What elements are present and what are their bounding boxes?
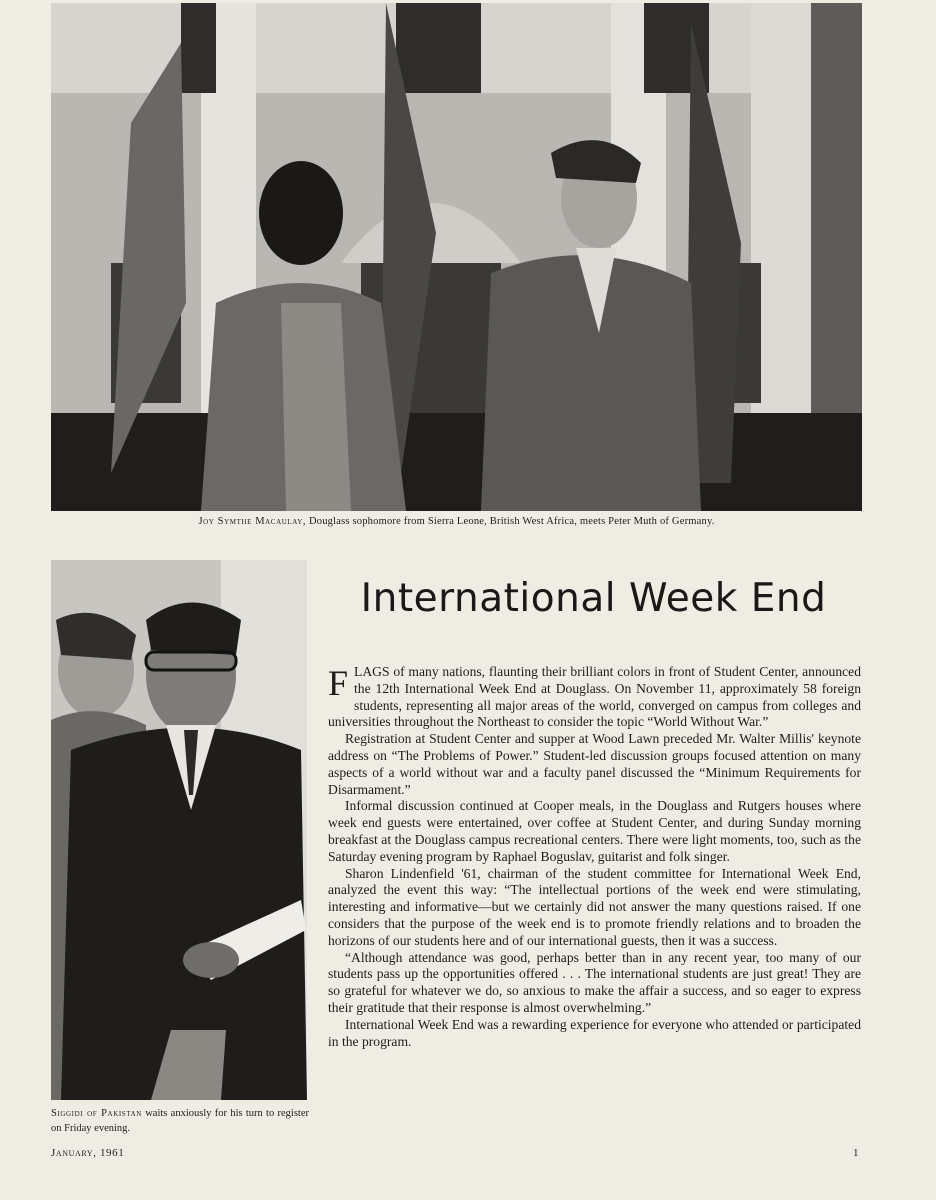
caption-text: waits anxiously for his turn to register on Friday evening. [51,1108,309,1134]
left-photo-caption [51,1106,309,1136]
left-photo [51,560,307,1100]
top-photo [51,3,862,511]
paragraph-text: LAGS of many nations, flaunting their brilliant colors in front of Student Center, announced the 12th International Week End at Douglass. On November 11, approximately 58 foreign students, representing all major areas of the world, converged on campus from colleges and universities throughout the Northeast to consider the topic “World Without War.” [328,664,861,730]
paragraph: Registration at Student Center and supper at Wood Lawn preceded Mr. Walter Millis' keynote address on “The Problems of Power.” Student-led discussion groups focused attention on many aspects of a world without war and a faculty panel discussed the “Minimum Requirements for Disarmament.” [328,731,861,797]
top-photo-caption [51,516,862,527]
caption-name: Joy Symthe Macaulay, [198,516,307,527]
paragraph: “Although attendance was good, perhaps better than in any recent year, too many of our students pass up the opportunities offered . . . The international students are just great! They are so grateful for whatever we do, so anxious to make the affair a success, and so eager to express their gratitude that their response is almost overwhelming.” [328,949,861,1015]
article-body [328,664,861,1050]
caption-text: Douglass sophomore from Sierra Leone, British West Africa, meets Peter Muth of Germany. [308,516,715,527]
caption-name: Siggidi of Pakistan [51,1108,142,1119]
article-title: International Week End [360,576,827,621]
paragraph: Sharon Lindenfield '61, chairman of the student committee for International Week End, analyzed the event this way: “The intellectual portions of the week end were stimulating, interesting and informative—but we certainly did not answer the many questions raised. If one considers that the purpose of the week end is to promote friendly relations and to broaden the horizons of our students here and of our international guests, then it was a success. [328,865,861,948]
paragraph: International Week End was a rewarding experience for everyone who attended or participated in the program. [328,1016,861,1049]
page-number: 1 [853,1147,859,1159]
paragraph [328,664,861,731]
footer-date: January, 1961 [51,1147,125,1159]
paragraph: Informal discussion continued at Cooper meals, in the Douglass and Rutgers houses where week end guests were entertained, over coffee at Student Center, and during Sunday morning breakfast at the Douglass campus recreational centers. There were light moments, too, such as the Saturday evening program by Raphael Boguslav, guitarist and folk singer. [328,798,861,864]
drop-cap: F [328,663,349,703]
